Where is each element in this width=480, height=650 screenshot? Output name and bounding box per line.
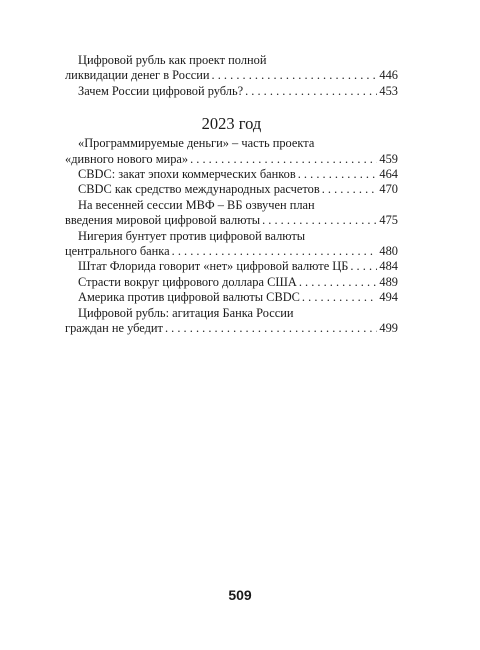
toc-section-after [65, 136, 398, 336]
toc-entry [65, 53, 398, 84]
dot-leader [350, 259, 377, 274]
toc-entry-line [65, 68, 398, 83]
toc-entry [65, 84, 398, 99]
toc-entry-page: 499 [379, 321, 398, 336]
toc-entry-title: Страсти вокруг цифрового доллара США [78, 274, 297, 289]
toc-entry-page: 480 [379, 244, 398, 259]
toc-entry-line [65, 244, 398, 259]
dot-leader [302, 290, 377, 305]
dot-leader [212, 68, 378, 83]
toc-entry-title: Зачем России цифровой рубль? [78, 83, 244, 98]
table-of-contents [65, 53, 398, 337]
toc-entry [65, 275, 398, 290]
toc-entry-line [65, 259, 398, 274]
toc-entry-line [65, 290, 398, 305]
toc-entry-page: 453 [379, 83, 398, 98]
toc-entry-line [65, 275, 398, 290]
toc-entry-title: Цифровой рубль как проект полной [78, 53, 267, 67]
toc-entry-title: Штат Флорида говорит «нет» цифровой валюте ЦБ [78, 259, 349, 274]
toc-entry-line [65, 136, 398, 151]
toc-entry-title: «Программируемые деньги» – часть проекта [78, 136, 315, 151]
toc-entry-title: CBDC как средство международных расчетов [78, 182, 320, 197]
toc-entry-line [65, 152, 398, 167]
toc-entry-title: Америка против цифровой валюты CBDC [78, 290, 300, 305]
toc-entry [65, 229, 398, 260]
toc-entry [65, 167, 398, 182]
toc-entry-line [65, 198, 398, 213]
toc-entry [65, 306, 398, 337]
toc-entry-page: 446 [379, 68, 398, 83]
dot-leader [262, 213, 377, 228]
toc-entry-page: 459 [379, 151, 398, 166]
toc-entry-page: 470 [379, 182, 398, 197]
toc-entry-line [65, 306, 398, 321]
toc-entry-line [65, 229, 398, 244]
dot-leader [322, 182, 378, 197]
toc-entry-title: CBDC: закат эпохи коммерческих банков [78, 167, 296, 182]
toc-entry [65, 136, 398, 167]
toc-entry-title: Нигерия бунтует против цифровой валюты [78, 228, 306, 243]
dot-leader [298, 167, 378, 182]
toc-entry-title: центрального банка [65, 244, 170, 259]
page-number: 509 [228, 587, 252, 603]
dot-leader [165, 321, 377, 336]
dot-leader [245, 84, 377, 99]
dot-leader [299, 275, 378, 290]
toc-entry [65, 259, 398, 274]
toc-entry [65, 198, 398, 229]
toc-entry-page: 484 [379, 259, 398, 274]
toc-entry-line [65, 167, 398, 182]
toc-entry-title: «дивного нового мира» [65, 151, 189, 166]
toc-entry-line [65, 321, 398, 336]
toc-entry-page: 494 [379, 290, 398, 305]
toc-entry-title: граждан не убедит [65, 321, 163, 336]
dot-leader [172, 244, 378, 259]
toc-entry-title: На весенней сессии МВФ – ВБ озвучен план [78, 197, 315, 212]
toc-entry-title: Цифровой рубль: агитация Банка России [78, 305, 294, 320]
toc-entry-page: 475 [379, 213, 398, 228]
toc-entry [65, 290, 398, 305]
toc-section-before [65, 53, 398, 99]
toc-entry-title: введения мировой цифровой валюты [65, 213, 261, 228]
toc-entry-page: 464 [379, 167, 398, 182]
toc-entry [65, 182, 398, 197]
toc-entry-title: ликвидации денег в России [65, 68, 210, 83]
toc-entry-line [65, 213, 398, 228]
toc-entry-line [65, 84, 398, 99]
toc-entry-line [65, 53, 398, 68]
dot-leader [190, 152, 377, 167]
toc-entry-page: 489 [379, 274, 398, 289]
year-heading: 2023 год [201, 114, 262, 134]
toc-entry-line [65, 182, 398, 197]
